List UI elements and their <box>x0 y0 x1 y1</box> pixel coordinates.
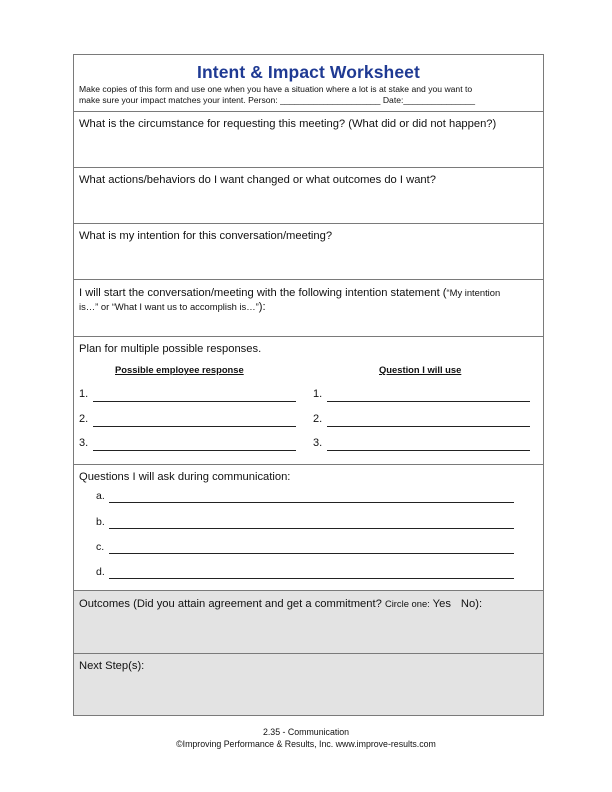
question-blank-2[interactable] <box>327 426 530 427</box>
intention-statement-example-a: “My intention <box>446 287 501 298</box>
intention-section[interactable] <box>74 224 543 280</box>
question-heading: Question I will use <box>379 364 462 375</box>
plan-section <box>74 337 543 465</box>
ask-blank-b[interactable] <box>109 528 514 529</box>
response-blank-3[interactable] <box>93 450 296 451</box>
ask-blank-d[interactable] <box>109 578 514 579</box>
yes-option[interactable]: Yes <box>429 598 451 610</box>
intention-question: What is my intention for this conversation/meeting? <box>79 230 333 242</box>
actions-question: What actions/behaviors do I want changed or what outcomes do I want? <box>79 174 436 186</box>
intention-statement-example-b: is…” or “What I want us to accomplish is…” <box>79 301 259 312</box>
outcomes-label: Outcomes (Did you attain agreement and get a commitment? <box>79 598 385 610</box>
question-blank-3[interactable] <box>327 450 530 451</box>
intention-statement-section[interactable] <box>74 280 543 337</box>
response-number-2: 2. <box>79 413 89 425</box>
response-blank-1[interactable] <box>93 401 296 402</box>
possible-response-heading: Possible employee response <box>115 364 244 375</box>
plan-label: Plan for multiple possible responses. <box>79 343 262 355</box>
question-blank-1[interactable] <box>327 401 530 402</box>
ask-blank-c[interactable] <box>109 553 514 554</box>
next-steps-section[interactable] <box>74 654 543 715</box>
ask-letter-b: b. <box>96 516 105 528</box>
circumstance-section[interactable] <box>74 112 543 168</box>
ask-letter-d: d. <box>96 566 105 578</box>
response-number-3: 3. <box>79 437 89 449</box>
next-steps-label: Next Step(s): <box>79 660 145 672</box>
response-blank-2[interactable] <box>93 426 296 427</box>
question-number-2: 2. <box>313 413 323 425</box>
outcomes-question <box>79 597 538 611</box>
footer-copyright: ©Improving Performance & Results, Inc. www.improve-results.com <box>176 739 436 749</box>
circle-one-label: Circle one: <box>384 598 430 609</box>
ask-blank-a[interactable] <box>109 502 514 503</box>
questions-ask-label: Questions I will ask during communication: <box>79 471 291 483</box>
intro-text <box>79 84 538 106</box>
intro-line-2: make sure your impact matches your intent. Person: _____________________ Date:_______________ <box>79 95 476 105</box>
question-number-1: 1. <box>313 388 323 400</box>
intention-statement-question <box>79 286 538 314</box>
page-title: Intent & Impact Worksheet <box>197 62 420 82</box>
header-section <box>74 55 543 112</box>
outcomes-section[interactable] <box>74 591 543 654</box>
actions-section[interactable] <box>74 168 543 224</box>
ask-letter-c: c. <box>96 541 105 553</box>
response-number-1: 1. <box>79 388 89 400</box>
intention-statement-end: ): <box>258 301 266 313</box>
worksheet-form <box>73 54 544 716</box>
questions-ask-section <box>74 465 543 591</box>
intro-line-1: Make copies of this form and use one when you have a situation where a lot is at stake and you want to <box>79 84 473 94</box>
intention-statement-main: I will start the conversation/meeting with the following intention statement ( <box>79 287 447 299</box>
question-number-3: 3. <box>313 437 323 449</box>
circumstance-question: What is the circumstance for requesting this meeting? (What did or did not happen?) <box>79 118 497 130</box>
ask-letter-a: a. <box>96 490 105 502</box>
no-option[interactable]: No): <box>460 598 483 610</box>
footer-page-ref: 2.35 - Communication <box>262 727 350 737</box>
